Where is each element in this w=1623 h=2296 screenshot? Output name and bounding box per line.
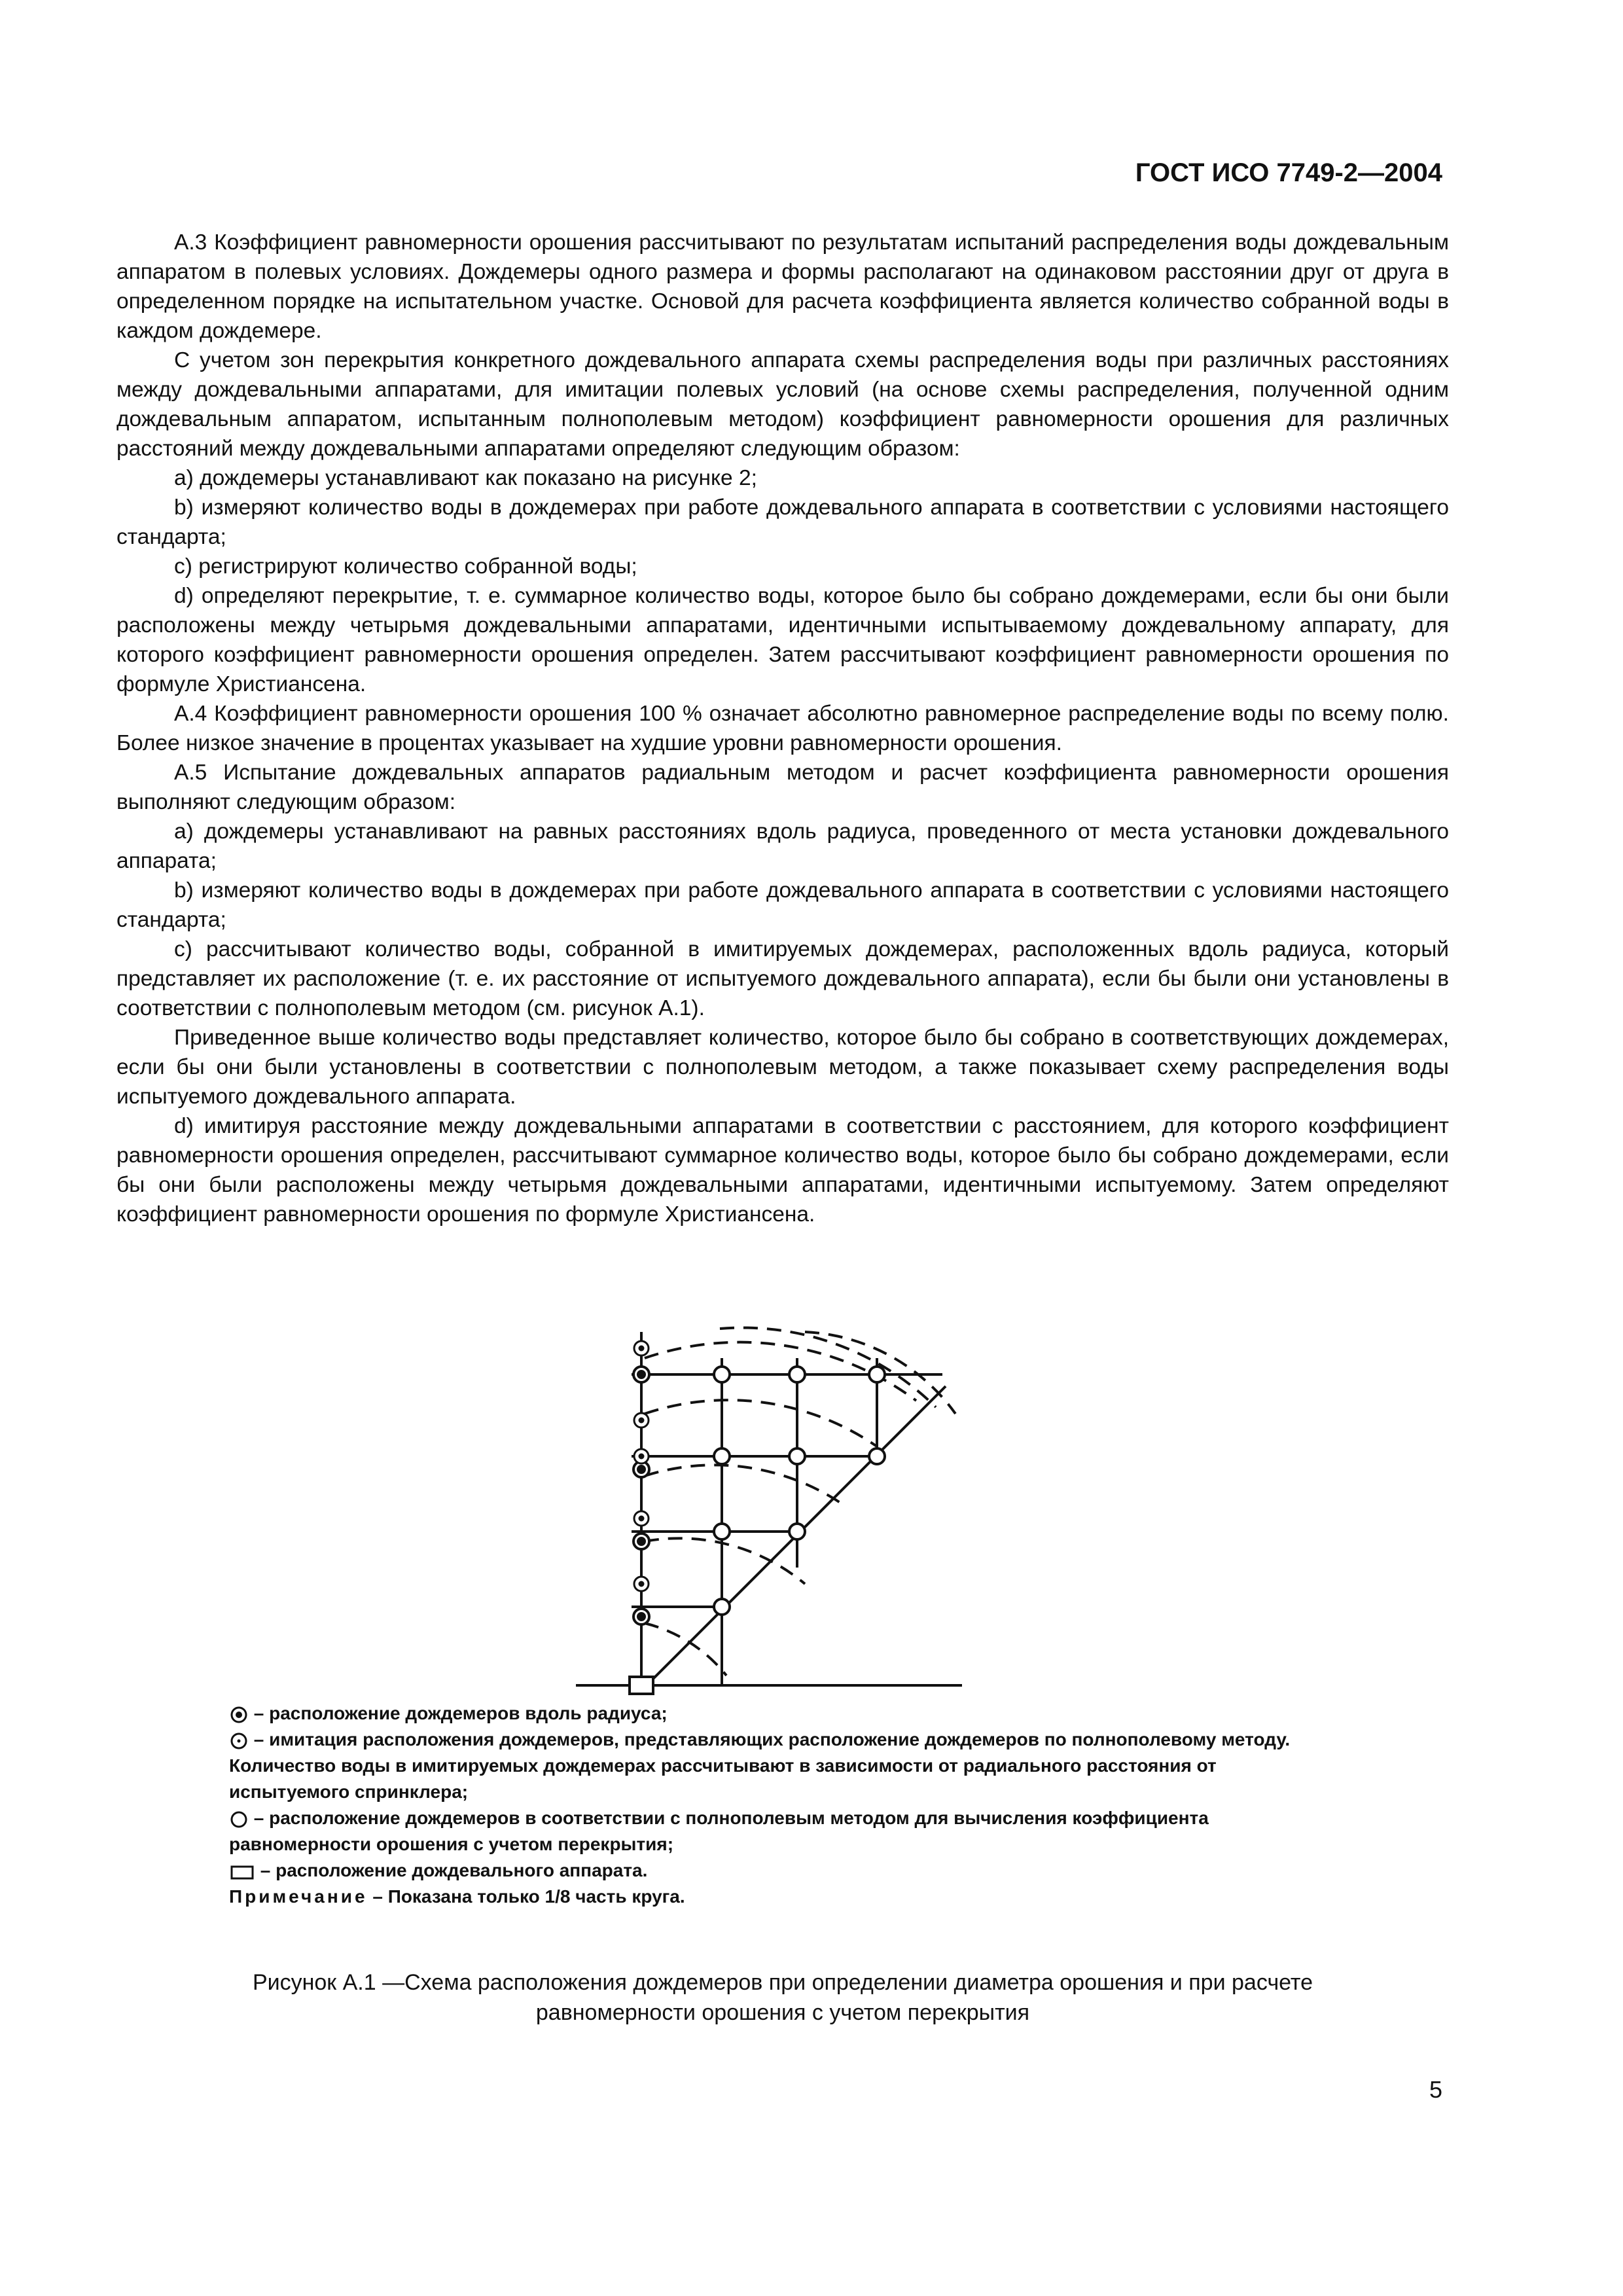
list-item-b: b) измеряют количество воды в дождемерах при работе дождевального аппарата в соответствии с условиями настоящего стандарта; — [116, 878, 1449, 932]
sprinkler-marker — [630, 1677, 653, 1694]
legend-item-sprinkler — [216, 1857, 1329, 1884]
note-label: Примечание — [229, 1886, 368, 1907]
caption-line: Рисунок А.1 —Схема расположения дождемеров при определении диаметра орошения и при расчете — [252, 1970, 1313, 1995]
legend-text: – имитация расположения дождемеров, представляющих расположение дождемеров по полнополевому методу. Количество воды в имитируемых дождемерах рассчитывают в зависимости от радиального расстояния от испытуемого спринклера; — [229, 1729, 1291, 1802]
paragraph-a4: А.4 Коэффициент равномерности орошения 100 % означает абсолютно равномерное распределение воды по всему полю. Более низкое значение в процентах указывает на худшие уровни равномерности орошения. — [116, 702, 1449, 755]
list-item-d: d) имитируя расстояние между дождевальными аппаратами в соответствии с расстоянием, для которого коэффициент равномерности орошения определен, рассчитывают суммарное количество воды, которое было бы собрано дождемерами, если бы они были расположены между четырьмя дождевальными аппаратами, идентичными испытуемому. Затем определяют коэффициент равномерности орошения по формуле Христиансена. — [116, 1114, 1449, 1227]
list-item-b: b) измеряют количество воды в дождемерах при работе дождевального аппарата в соответствии с условиями настоящего стандарта; — [116, 495, 1449, 549]
paragraph-overlap: С учетом зон перекрытия конкретного дождевального аппарата схемы распределения воды при различных расстояниях между дождевальными аппаратами, для имитации полевых условий (на основе схемы распределения, полученной одним дождевальным аппаратом, испытанным полнополевым методом) коэффициент равномерности орошения для различных расстояний между дождевальными аппаратами определяют следующим образом: — [116, 348, 1449, 461]
page-number: 5 — [1429, 2076, 1442, 2103]
body-text — [116, 228, 1449, 1229]
note-text: – Показана только 1/8 часть круга. — [367, 1886, 685, 1907]
legend-text: – расположение дождевального аппарата. — [260, 1860, 648, 1880]
simulated-gauge-icon — [229, 1731, 249, 1751]
list-item-d: d) определяют перекрытие, т. е. суммарное количество воды, которое было бы собрано дождемерами, если бы они были расположены между четырьмя дождевальными аппаратами, идентичными испытываемому дождевальному аппарату, для которого коэффициент равномерности орошения определен. Затем рассчитывают коэффициент равномерности орошения по формуле Христиансена. — [116, 584, 1449, 696]
list-item-c: c) регистрируют количество собранной воды; — [174, 554, 637, 579]
legend-item-simulated — [216, 1727, 1329, 1805]
paragraph-a3: А.3 Коэффициент равномерности орошения рассчитывают по результатам испытаний распределения воды дождевальным аппаратом в полевых условиях. Дождемеры одного размера и формы располагают на одинаковом расстоянии друг от друга в определенном порядке на испытательном участке. Основой для расчета коэффициента является количество собранной воды в каждом дождемере. — [116, 230, 1449, 343]
figure-caption — [116, 1967, 1449, 2028]
filled-gauge-icon — [229, 1705, 249, 1725]
sprinkler-icon — [229, 1862, 255, 1882]
figure-note — [216, 1884, 1329, 1910]
legend-item-radial — [216, 1700, 1329, 1727]
paragraph-a5: А.5 Испытание дождевальных аппаратов радиальным методом и расчет коэффициента равномерности орошения выполняют следующим образом: — [116, 761, 1449, 814]
list-item-c: c) рассчитывают количество воды, собранной в имитируемых дождемерах, расположенных вдоль радиуса, который представляет их расположение (т. е. их расстояние от испытуемого дождевального аппарата), если бы были они установлены в соответствии с полнополевым методом (см. рисунок А.1). — [116, 937, 1449, 1020]
paragraph-explanation: Приведенное выше количество воды представляет количество, которое было бы собрано в соответствующих дождемерах, если бы они были установлены в соответствии с полнополевым методом, а также показывает схему распределения воды испытуемого дождевального аппарата. — [116, 1026, 1449, 1109]
legend-text: – расположение дождемеров вдоль радиуса; — [253, 1703, 668, 1723]
legend-text: – расположение дождемеров в соответствии с полнополевым методом для вычисления коэффициента равномерности орошения с учетом перекрытия; — [229, 1808, 1209, 1854]
figure-legend — [216, 1700, 1329, 1910]
legend-item-fullfield — [216, 1805, 1329, 1857]
gauge-layout-diagram — [569, 1309, 969, 1702]
open-gauge-icon — [229, 1810, 249, 1829]
document-header: ГОСТ ИСО 7749-2—2004 — [1135, 158, 1442, 187]
list-item-a: а) дождемеры устанавливают на равных расстояниях вдоль радиуса, проведенного от места установки дождевального аппарата; — [116, 819, 1449, 873]
caption-line: равномерности орошения с учетом перекрытия — [535, 2000, 1030, 2025]
list-item-a: а) дождемеры устанавливают как показано на рисунке 2; — [174, 466, 757, 490]
